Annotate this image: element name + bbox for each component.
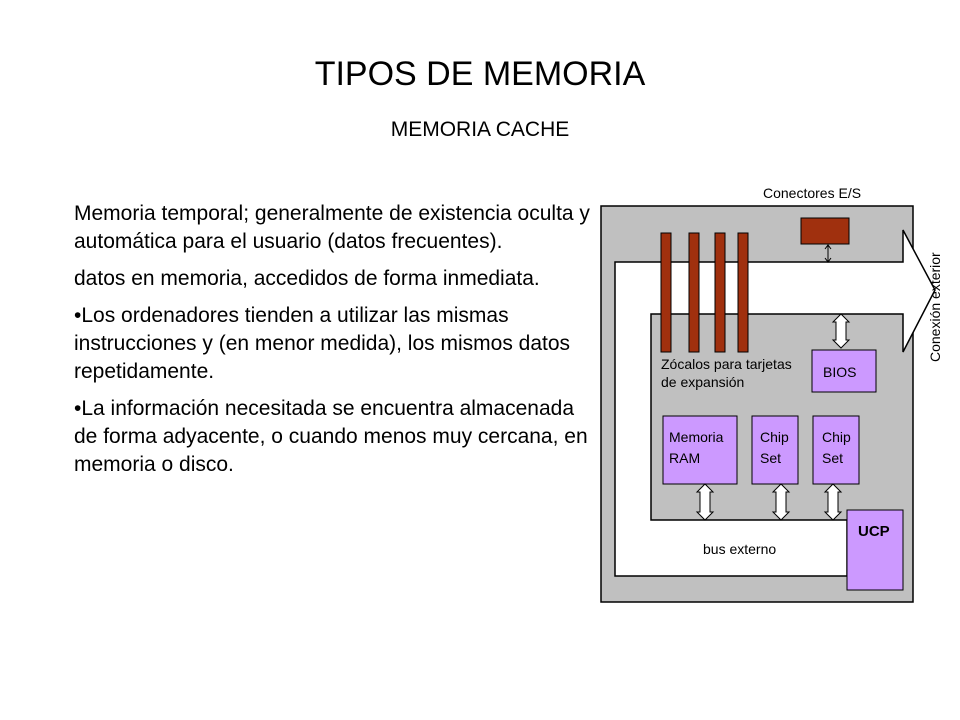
expansion-slot [738, 233, 748, 352]
body-text [74, 200, 594, 488]
bios-label: BIOS [823, 364, 857, 380]
ucp-processor [847, 510, 903, 590]
chipset-2-label-line1: Chip [822, 429, 851, 445]
slide-title: TIPOS DE MEMORIA [314, 55, 646, 93]
bus-label: bus externo [703, 541, 777, 557]
io-connector [801, 218, 849, 244]
paragraph-definition: Memoria temporal; generalmente de existencia oculta y automática para el usuario (datos frecuentes). [74, 202, 590, 253]
slide-subtitle: MEMORIA CACHE [390, 118, 570, 141]
paragraph-immediate-access: datos en memoria, accedidos de forma inmediata. [74, 267, 540, 290]
ucp-label: UCP [858, 523, 890, 540]
expansion-slot [715, 233, 725, 352]
slots-label-line2: de expansión [661, 374, 745, 390]
expansion-slot [689, 233, 699, 352]
chipset-1-label-line1: Chip [760, 429, 789, 445]
chipset-2-label-line2: Set [822, 450, 844, 466]
paragraph-adjacency: •La información necesitada se encuentra almacenada de forma adyacente, o cuando menos muy cercana, en memoria o disco. [74, 397, 588, 476]
ram-label-line1: Memoria [669, 429, 724, 445]
ram-label-line2: RAM [669, 450, 701, 466]
paragraph-repeated-use: •Los ordenadores tienden a utilizar las mismas instrucciones y (en menor medida), los mismos datos repetidamente. [74, 304, 571, 383]
expansion-slot [661, 233, 671, 352]
chipset-1-label-line2: Set [760, 450, 782, 466]
exterior-label: Conexión exterior [927, 252, 943, 362]
motherboard-diagram [595, 170, 955, 610]
slots-label-line1: Zócalos para tarjetas [661, 356, 792, 372]
connectors-label: Conectores E/S [763, 185, 862, 201]
